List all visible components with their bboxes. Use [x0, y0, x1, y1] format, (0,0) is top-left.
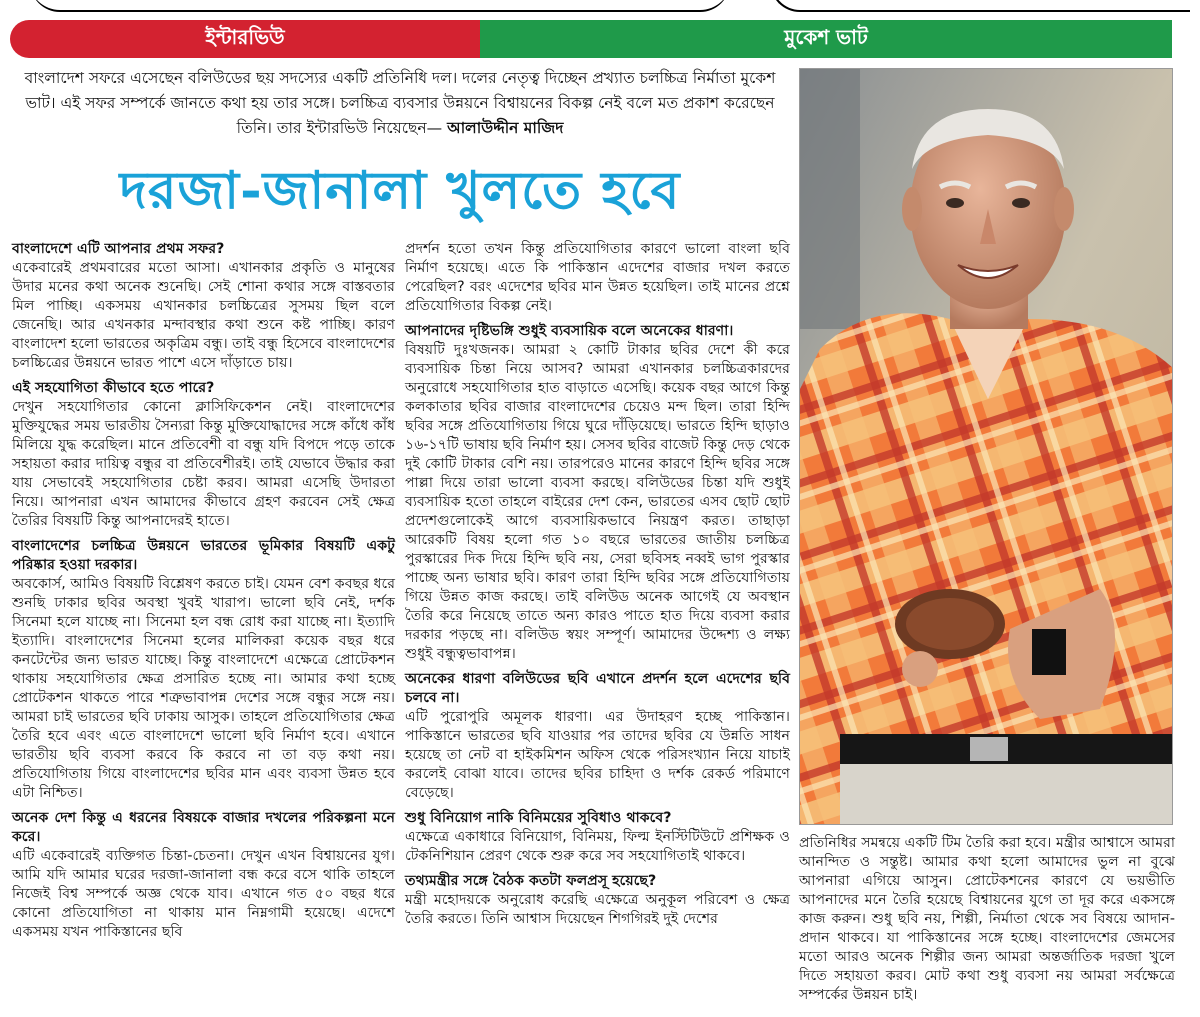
answer-7: এক্ষেত্রে একাধারে বিনিয়োগ, বিনিময়, ফিল্ম ইনস্টিটিউটে প্রশিক্ষক ও টেকনিশিয়ান প্রেরণ থেকে শুরু করে সব সহযোগিতাই থাকবে।	[405, 829, 790, 864]
section-label: ইন্টারভিউ	[10, 20, 480, 58]
article-column-3	[799, 834, 1175, 1005]
question-3: বাংলাদেশের চলচ্চিত্র উন্নয়নে ভারতের ভূমিকার বিষয়টি একটু পরিষ্কার হওয়া দরকার।	[12, 538, 395, 573]
question-7: শুধু বিনিয়োগ নাকি বিনিময়ের সুবিধাও থাকবে?	[405, 810, 672, 826]
answer-6: এটি পুরোপুরি অমূলক ধারণা। এর উদাহরণ হচ্ছে পাকিস্তান। পাকিস্তানে ভারতের ছবি যাওয়ার পর তাদের ছবির যে উন্নতি সাধন হয়েছে তা নেট বা হাইকমিশন অফিস থেকে পরিসংখ্যান নিয়ে যাচাই করলেই বোঝা যাবে। তাদের ছবির চাহিদা ও দর্শক রেকর্ড পরিমাণে বেড়েছে।	[405, 709, 790, 801]
answer-8: মন্ত্রী মহোদয়কে অনুরোধ করেছি এক্ষেত্রে অনুকূল পরিবেশ ও ক্ষেত্র তৈরি করতে। তিনি আশ্বাস দিয়েছেন শিগগিরই দুই দেশের	[405, 892, 790, 927]
headline: দরজা-জানালা খুলতে হবে	[119, 160, 681, 221]
answer-8-continued: প্রতিনিধির সমন্বয়ে একটি টিম তৈরি করা হবে। মন্ত্রীর আশ্বাসে আমরা আনন্দিত ও সন্তুষ্ট। আমার কথা হলো আমাদের ভুল না বুঝে আপনারা এগিয়ে আসুন। প্রোটেকশনের কারণে যে ভয়ভীতি আপনাদের মনে তৈরি হয়েছে বিশ্বায়নের যুগে তা দূর করে একসঙ্গে কাজ করুন। শুধু ছবি নয়, শিল্পী, নির্মাতা থেকে সব বিষয়ে আদান-প্রদান থাকবে। যা পাকিস্তানের সঙ্গে হচ্ছে। বাংলাদেশের জেমসের মতো আরও অনেক শিল্পীর জন্য আমরা অন্তর্জাতিক দরজা খুলে দিতে সহায়তা করব। মোট কথা শুধু ব্যবসা নয় আমরা সর্বক্ষেত্রে সম্পর্কের উন্নয়ন চাই।	[799, 835, 1175, 1003]
top-curve-right	[770, 0, 1190, 12]
answer-4-continued: প্রদর্শন হতো তখন কিন্তু প্রতিযোগিতার কারণে ভালো বাংলা ছবি নির্মাণ হয়েছে। এতে কি পাকিস্তান এদেশের বাজার দখল করতে পেরেছিল? বরং এদেশের ছবির মান উন্নত হয়েছিল। তাই মানের প্রশ্নে প্রতিযোগিতার বিকল্প নেই।	[405, 241, 790, 314]
portrait-photo	[799, 68, 1173, 825]
section-banner	[10, 20, 1172, 58]
question-4: অনেক দেশ কিন্তু এ ধরনের বিষয়কে বাজার দখলের পরিকল্পনা মনে করে।	[12, 810, 395, 845]
intro-paragraph	[14, 66, 786, 141]
top-border-decoration	[0, 0, 1200, 14]
answer-1: একেবারেই প্রথমবারের মতো আসা। এখানকার প্রকৃতি ও মানুষের উদার মনের কথা অনেক শুনেছি। সেই শোনা কথার সঙ্গে বাস্তবতার মিল পাচ্ছি। একসময় এখানকার চলচ্চিত্রের সুসময় ছিল বলে জেনেছি। আর এখনকার মন্দাবস্থার কথা শুনে কষ্ট পাচ্ছি। কারণ বাংলাদেশ হলো ভারতের অকৃত্রিম বন্ধু। তাই বন্ধু হিসেবে বাংলাদেশের চলচ্চিত্রের উন্নয়নে ভারত পাশে এসে দাঁড়াতে চায়।	[12, 260, 395, 371]
answer-3: অবকোর্স, আমিও বিষয়টি বিশ্লেষণ করতে চাই। যেমন বেশ কবছর ধরে শুনছি ঢাকার ছবির অবস্থা খুবই খারাপ। ভালো ছবি নেই, দর্শক সিনেমা হলে যাচ্ছে না। সিনেমা হল বন্ধ রোধ করা যাচ্ছে না। ইত্যাদি ইত্যাদি। বাংলাদেশের সিনেমা হলের মালিকরা কয়েক বছর ধরে কনটেন্টের জন্য ভারত যাচ্ছে। কিন্তু বাংলাদেশে এক্ষেত্রে প্রোটেকশন থাকায় সহযোগিতার ক্ষেত্র প্রসারিত হচ্ছে না। আমার কথা হচ্ছে প্রোটেকশন থাকতে পারে শত্রুভাবাপন্ন দেশের সঙ্গে বন্ধুর সঙ্গে নয়। আমরা চাই ভারতের ছবি ঢাকায় আসুক। তাহলে প্রতিযোগিতার ক্ষেত্র তৈরি হবে এবং এতে বাংলাদেশে ভালো ছবি নির্মাণ হবে। এখানে ভারতীয় ছবি ব্যবসা করবে কি করবে না তা বড় কথা নয়। প্রতিযোগিতায় গিয়ে বাংলাদেশের ছবির মান এবং ব্যবসা উন্নত হবে এটা নিশ্চিত।	[12, 576, 395, 801]
top-curve-left	[30, 0, 730, 12]
person-name: মুকেশ ভাট	[480, 20, 1172, 58]
article-column-2	[405, 240, 790, 929]
question-5: আপনাদের দৃষ্টিভঙ্গি শুধুই ব্যবসায়িক বলে অনেকের ধারণা।	[405, 323, 734, 339]
answer-4: এটি একেবারেই ব্যক্তিগত চিন্তা-চেতনা। দেখুন এখন বিশ্বায়নের যুগ। আমি যদি আমার ঘরের দরজা-জানালা বন্ধ করে বসে থাকি তাহলে নিজেই বিশ্ব সম্পর্কে অজ্ঞ থেকে যাব। এখানে গত ৫০ বছর ধরে কোনো প্রতিযোগিতা না থাকায় মান নিম্নগামী হয়েছে। এদেশে একসময় যখন পাকিস্তানের ছবি	[12, 848, 395, 940]
article-column-1	[12, 240, 395, 942]
question-6: অনেকের ধারণা বলিউডের ছবি এখানে প্রদর্শন হলে এদেশের ছবি চলবে না।	[405, 671, 790, 706]
answer-2: দেখুন সহযোগিতার কোনো ক্লাসিফিকেশন নেই। বাংলাদেশের মুক্তিযুদ্ধের সময় ভারতীয় সৈন্যরা কিন্তু মুক্তিযোদ্ধাদের সঙ্গে কাঁধে কাঁধ মিলিয়ে যুদ্ধ করেছিল। মানে প্রতিবেশী বা বন্ধু যদি বিপদে পড়ে তাকে সহায়তা করার দায়িত্ব বন্ধুর বা প্রতিবেশীরই। তাই যেভাবে উদ্ধার করা যায় সেভাবেই সহযোগিতার চেষ্টা করব। আমরা এসেছি উদারতা নিয়ে। আপনারা এখন আমাদের কীভাবে গ্রহণ করবেন সেই ক্ষেত্র তৈরির বিষয়টি কিন্তু আপনাদেরই হাতে।	[12, 399, 395, 529]
question-2: এই সহযোগিতা কীভাবে হতে পারে?	[12, 380, 215, 396]
intro-author: আলাউদ্দীন মাজিদ	[447, 119, 564, 137]
answer-5: বিষয়টি দুঃখজনক। আমরা ২ কোটি টাকার ছবির দেশে কী করে ব্যবসায়িক চিন্তা নিয়ে আসব? আমরা এখানকার চলচ্চিত্রকারদের অনুরোধে সহযোগিতার হাত বাড়াতে এসেছি। কয়েক বছর আগে কিন্তু কলকাতার ছবির বাজার বাংলাদেশের চেয়েও মন্দ ছিল। তারা হিন্দি ছবির সঙ্গে প্রতিযোগিতায় গিয়ে ঘুরে দাঁড়িয়েছে। ভারতে হিন্দি ছাড়াও ১৬-১৭টি ভাষায় ছবি নির্মাণ হয়। সেসব ছবির বাজেট কিন্তু দেড় থেকে দুই কোটি টাকার বেশি নয়। তারপরেও মানের কারণে হিন্দি ছবির সঙ্গে পাল্লা দিয়ে তারা ভালো ব্যবসা করছে। বলিউডের চিন্তা যদি শুধুই ব্যবসায়িক হতো তাহলে বাইরের দেশ কেন, ভারতের এসব ছোট ছোট প্রদেশগুলোকেই আগে ব্যবসায়িকভাবে নিয়ন্ত্রণ করত। তাছাড়া আরেকটি বিষয় হলো গত ১০ বছরে ভারতের জাতীয় চলচ্চিত্র পুরস্কারের দিক দিয়ে হিন্দি ছবি নয়, সেরা ছবিসহ নব্বই ভাগ পুরস্কার পাচ্ছে অন্য ভাষার ছবি। কারণ তারা হিন্দি ছবির সঙ্গে প্রতিযোগিতায় গিয়ে উন্নত কাজ করছে। তাই বলিউড অনেক আগেই যে অবস্থান তৈরি করে নিয়েছে তাতে অন্য কারও পাতে হাত দিয়ে ব্যবসা করার দরকার পড়ছে না। বলিউড স্বয়ং সম্পূর্ণ। আমাদের উদ্দেশ্য ও লক্ষ্য শুধুই বন্ধুত্বভাবাপন্ন।	[405, 342, 790, 662]
question-1: বাংলাদেশে এটি আপনার প্রথম সফর?	[12, 241, 225, 257]
intro-text: বাংলাদেশ সফরে এসেছেন বলিউডের ছয় সদস্যের একটি প্রতিনিধি দল। দলের নেতৃত্ব দিচ্ছেন প্রখ্যাত চলচ্চিত্র নির্মাতা মুকেশ ভাট। এই সফর সম্পর্কে জানতে কথা হয় তার সঙ্গে। চলচ্চিত্র ব্যবসার উন্নয়নে বিশ্বায়নের বিকল্প নেই বলে মত প্রকাশ করেছেন তিনি। তার ইন্টারভিউ নিয়েছেন—	[24, 69, 776, 137]
question-8: তথ্যমন্ত্রীর সঙ্গে বৈঠক কতটা ফলপ্রসূ হয়েছে?	[405, 873, 657, 889]
